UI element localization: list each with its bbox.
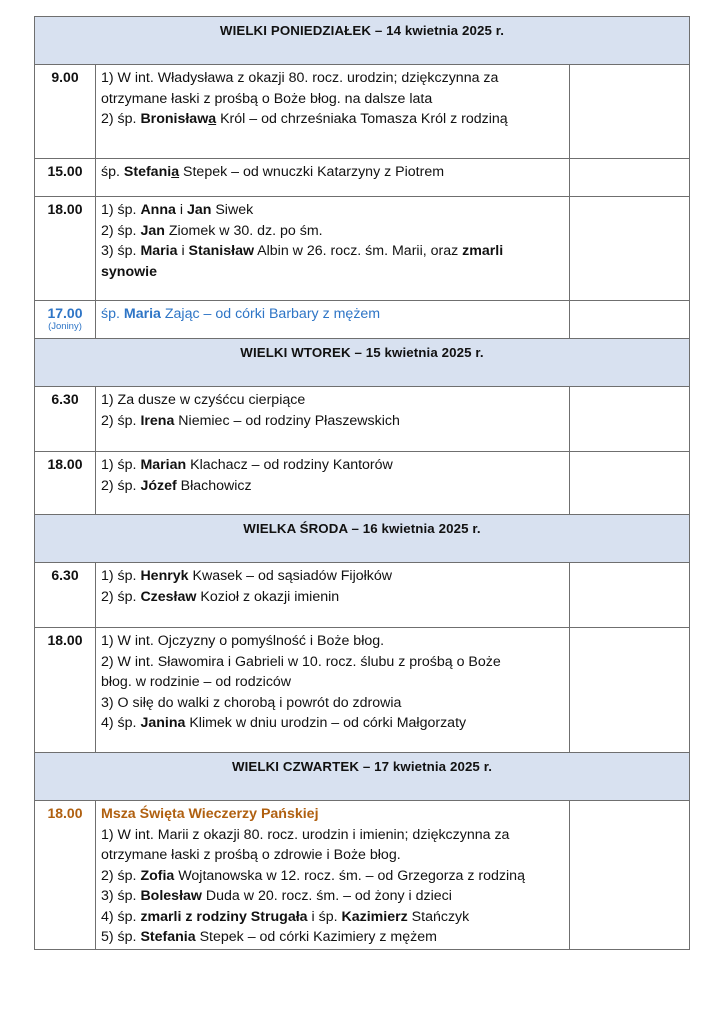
intention-text: 4) śp. bbox=[101, 715, 141, 731]
intention-line bbox=[101, 693, 565, 714]
day-header-row bbox=[35, 17, 690, 65]
intention-name: Stefania bbox=[140, 929, 196, 945]
intention-text: śp. bbox=[101, 164, 124, 180]
intention-line bbox=[101, 825, 565, 846]
intention-line bbox=[101, 89, 565, 110]
notes-cell bbox=[570, 197, 690, 301]
intention-text: Stepek – od wnuczki Katarzyny z Piotrem bbox=[179, 164, 445, 180]
intention-name: Irena bbox=[140, 412, 175, 429]
intention-text: Duda w 20. rocz. śm. – od żony i dzieci bbox=[201, 888, 452, 904]
intention-text: 3) śp. bbox=[101, 888, 141, 904]
intention-line bbox=[101, 109, 565, 130]
intention-name: Bronisław bbox=[140, 111, 209, 127]
intention-text: Klimek w dniu urodzin – od córki Małgorzaty bbox=[185, 715, 467, 731]
mass-schedule bbox=[34, 16, 689, 950]
intention-text: Siwek bbox=[211, 202, 254, 218]
day-header-row bbox=[35, 515, 690, 563]
schedule-table bbox=[34, 16, 690, 950]
mass-location-note: (Joniny) bbox=[48, 321, 82, 332]
mass-intentions bbox=[96, 197, 570, 301]
intention-text: 2) śp. bbox=[101, 412, 141, 429]
mass-row bbox=[35, 197, 690, 301]
intention-line bbox=[101, 804, 565, 825]
intention-text: 1) Za dusze w czyśćcu cierpiące bbox=[101, 392, 306, 408]
notes-cell bbox=[570, 159, 690, 197]
intention-line bbox=[101, 587, 565, 608]
intention-text: 2) śp. bbox=[101, 111, 141, 127]
intention-line bbox=[101, 455, 565, 476]
intention-name: Bolesław bbox=[140, 888, 202, 904]
intention-text: Wojtanowska w 12. rocz. śm. – od Grzegorza z rodziną bbox=[174, 867, 525, 884]
intention-line bbox=[101, 713, 565, 734]
intention-name: Jan bbox=[186, 202, 212, 218]
mass-time bbox=[35, 65, 96, 159]
intention-line bbox=[101, 68, 565, 89]
intention-name: Maria bbox=[123, 306, 161, 322]
intention-name: Jan bbox=[140, 222, 165, 239]
mass-intentions bbox=[96, 628, 570, 753]
mass-time-label: 15.00 bbox=[47, 163, 83, 179]
intention-text: 2) śp. bbox=[101, 477, 141, 494]
mass-time-label: 9.00 bbox=[51, 69, 79, 85]
intention-line bbox=[101, 221, 565, 242]
intention-text: Albin w 26. rocz. śm. Marii, oraz bbox=[254, 243, 463, 259]
intention-text: Klachacz – od rodziny Kantorów bbox=[186, 457, 393, 473]
mass-row bbox=[35, 387, 690, 452]
notes-cell bbox=[570, 301, 690, 339]
day-header-row bbox=[35, 339, 690, 387]
intention-text: 1) W int. Marii z okazji 80. rocz. urodzin i imienin; dziękczynna za bbox=[101, 826, 510, 843]
mass-intentions bbox=[96, 563, 570, 628]
day-header: WIELKI CZWARTEK – 17 kwietnia 2025 r. bbox=[35, 753, 690, 801]
mass-row bbox=[35, 452, 690, 515]
intention-name: Czesław bbox=[140, 588, 197, 605]
intention-text: Król – od chrześniaka Tomasza Król z rodziną bbox=[216, 111, 508, 127]
mass-time-label: 6.30 bbox=[51, 567, 79, 583]
mass-row bbox=[35, 801, 690, 950]
mass-time bbox=[35, 301, 96, 339]
intention-text: 1) śp. bbox=[101, 568, 141, 584]
intention-text: 1) W int. Władysława z okazji 80. rocz. urodzin; dziękczynna za bbox=[101, 70, 499, 86]
intention-text: i bbox=[175, 202, 187, 218]
intention-line bbox=[101, 390, 565, 411]
intention-text: Kozioł z okazji imienin bbox=[196, 588, 340, 605]
intention-line bbox=[101, 262, 565, 283]
notes-cell bbox=[570, 387, 690, 452]
intention-name: synowie bbox=[101, 263, 157, 280]
intention-text: 1) śp. bbox=[101, 202, 141, 218]
intention-line bbox=[101, 907, 565, 928]
notes-cell bbox=[570, 801, 690, 950]
intention-line bbox=[101, 886, 565, 907]
intention-line bbox=[101, 652, 565, 673]
intention-text: 1) W int. Ojczyzny o pomyślność i Boże błog. bbox=[101, 633, 385, 649]
mass-time bbox=[35, 452, 96, 515]
intention-text: 5) śp. bbox=[101, 929, 141, 945]
mass-time-label: 6.30 bbox=[51, 391, 79, 407]
mass-row bbox=[35, 65, 690, 159]
intention-text: 2) W int. Sławomira i Gabrieli w 10. rocz. ślubu z prośbą o Boże bbox=[101, 653, 501, 670]
intention-text: Niemiec – od rodziny Płaszewskich bbox=[174, 412, 400, 429]
notes-cell bbox=[570, 628, 690, 753]
mass-intentions bbox=[96, 801, 570, 950]
intention-name: Maria bbox=[140, 243, 178, 259]
intention-text: otrzymane łaski z prośbą o Boże błog. na dalsze lata bbox=[101, 90, 433, 107]
intention-text: i śp. bbox=[307, 908, 342, 925]
intention-name: zmarli bbox=[462, 243, 504, 259]
mass-time-label: 18.00 bbox=[47, 805, 83, 821]
intention-line bbox=[101, 672, 565, 693]
day-header: WIELKI PONIEDZIAŁEK – 14 kwietnia 2025 r. bbox=[35, 17, 690, 65]
intention-name: Zofia bbox=[140, 867, 175, 884]
intention-text: Zając – od córki Barbary z mężem bbox=[160, 306, 381, 322]
intention-name: Janina bbox=[140, 715, 186, 731]
mass-time-label: 18.00 bbox=[47, 456, 83, 472]
intention-line bbox=[101, 845, 565, 866]
intention-line bbox=[101, 304, 565, 325]
intention-name: zmarli z rodziny Strugała bbox=[140, 908, 308, 925]
intention-text: 3) śp. bbox=[101, 243, 141, 259]
mass-time-label: 17.00 bbox=[47, 305, 83, 321]
intention-line bbox=[101, 476, 565, 497]
intention-line bbox=[101, 411, 565, 432]
mass-row bbox=[35, 159, 690, 197]
intention-name: Józef bbox=[140, 477, 177, 494]
notes-cell bbox=[570, 452, 690, 515]
intention-text: Stańczyk bbox=[407, 908, 470, 925]
day-header: WIELKA ŚRODA – 16 kwietnia 2025 r. bbox=[35, 515, 690, 563]
intention-line bbox=[101, 241, 565, 262]
intention-text: otrzymane łaski z prośbą o zdrowie i Boże błog. bbox=[101, 847, 401, 863]
mass-intentions bbox=[96, 387, 570, 452]
mass-intentions bbox=[96, 65, 570, 159]
intention-text: Stepek – od córki Kazimiery z mężem bbox=[195, 929, 437, 945]
intention-line bbox=[101, 566, 565, 587]
intention-name: Marian bbox=[140, 457, 187, 473]
intention-name: a bbox=[208, 111, 217, 127]
notes-cell bbox=[570, 65, 690, 159]
intention-text: 3) O siłę do walki z chorobą i powrót do zdrowia bbox=[101, 694, 402, 711]
mass-time-label: 18.00 bbox=[47, 632, 83, 648]
mass-intentions bbox=[96, 159, 570, 197]
intention-name: Kazimierz bbox=[341, 908, 408, 925]
intention-text: Błachowicz bbox=[176, 477, 252, 494]
intention-text: 2) śp. bbox=[101, 867, 141, 884]
mass-row bbox=[35, 301, 690, 339]
intention-name: Msza Święta Wieczerzy Pańskiej bbox=[101, 806, 319, 822]
intention-name: Stefani bbox=[123, 164, 172, 180]
intention-text: 1) śp. bbox=[101, 457, 141, 473]
mass-time bbox=[35, 563, 96, 628]
notes-cell bbox=[570, 563, 690, 628]
intention-name: Stanisław bbox=[188, 243, 254, 259]
intention-text: 2) śp. bbox=[101, 222, 141, 239]
mass-time bbox=[35, 801, 96, 950]
mass-time bbox=[35, 387, 96, 452]
mass-time bbox=[35, 159, 96, 197]
mass-row bbox=[35, 563, 690, 628]
intention-text: 2) śp. bbox=[101, 588, 141, 605]
day-header-row bbox=[35, 753, 690, 801]
intention-line bbox=[101, 631, 565, 652]
intention-name: Henryk bbox=[140, 568, 189, 584]
intention-line bbox=[101, 927, 565, 948]
intention-line bbox=[101, 200, 565, 221]
intention-text: Ziomek w 30. dz. po śm. bbox=[164, 222, 323, 239]
mass-intentions bbox=[96, 452, 570, 515]
intention-text: Kwasek – od sąsiadów Fijołków bbox=[188, 568, 392, 584]
intention-text: śp. bbox=[101, 306, 124, 322]
intention-text: błog. w rodzinie – od rodziców bbox=[101, 674, 292, 690]
intention-line bbox=[101, 866, 565, 887]
mass-time-label: 18.00 bbox=[47, 201, 83, 217]
intention-line bbox=[101, 162, 565, 183]
intention-name: a bbox=[171, 164, 180, 180]
intention-text: 4) śp. bbox=[101, 908, 141, 925]
mass-intentions bbox=[96, 301, 570, 339]
mass-row bbox=[35, 628, 690, 753]
intention-text: i bbox=[177, 243, 189, 259]
intention-name: Anna bbox=[140, 202, 176, 218]
day-header: WIELKI WTOREK – 15 kwietnia 2025 r. bbox=[35, 339, 690, 387]
mass-time bbox=[35, 197, 96, 301]
mass-time bbox=[35, 628, 96, 753]
